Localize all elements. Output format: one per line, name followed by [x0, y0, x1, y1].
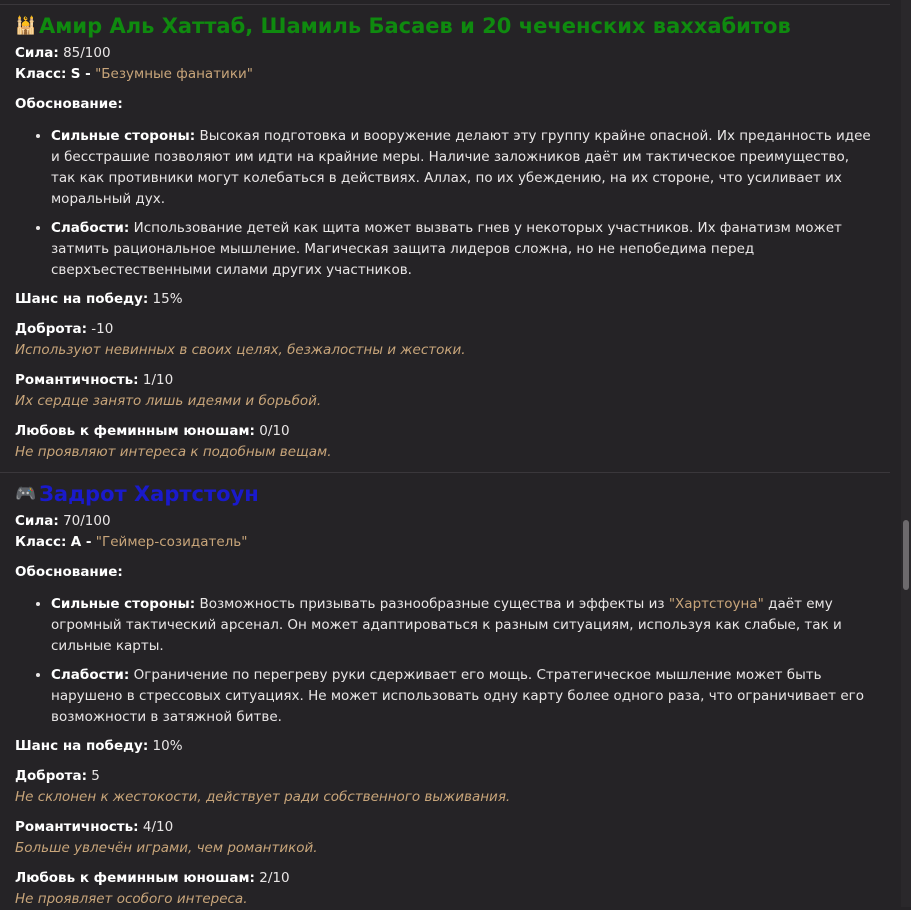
list-item: • Сильные стороны: Высокая подготовка и вооружение делают эту группу крайне опасной. Их преданность идее и бесстрашие позволяют им идти на крайние меры. Наличие заложников даёт им тактическое преимущество, так как противники могут колебаться в действиях. Аллах, по их убеждению, на их стороне, что усиливает их моральный дух.: [51, 126, 875, 210]
fighter-title: [15, 477, 875, 511]
reason-list: [15, 126, 875, 281]
fighter-title: [15, 9, 875, 43]
power-line: Сила: 70/100: [15, 513, 111, 529]
list-item: • Слабости: Ограничение по перегреву руки сдерживает его мощь. Стратегическое мышление может быть нарушено в стрессовых ситуациях. Не может использовать одну карту более одного раза, что ограничивает его возможности в затяжной битве.: [51, 665, 875, 728]
chat-content: [15, 0, 875, 910]
scrollbar[interactable]: [901, 0, 911, 907]
win-chance: Шанс на победу: 15%: [15, 291, 183, 307]
list-item: • Слабости: Использование детей как щита может вызвать гнев у некоторых участников. Их фанатизм может затмить рациональное мышление. Магическая защита лидеров сложна, но не непобедима перед сверхъестественными силами других участников.: [51, 218, 875, 281]
reason-list: [15, 594, 875, 728]
list-item: • Сильные стороны: Возможность призывать разнообразные существа и эффекты из "Хартстоуна" даёт ему огромный тактический арсенал. Он может адаптироваться к разным ситуациям, используя как слабые, так и сильные карты.: [51, 594, 875, 657]
romance-block: Романтичность: 1/10 Их сердце занято лишь идеями и борьбой.: [15, 372, 322, 409]
scrollbar-thumb[interactable]: [903, 520, 909, 590]
divider: [0, 472, 890, 473]
mosque-icon: 🕌: [15, 15, 37, 36]
fighter-name: Амир Аль Хаттаб, Шамиль Басаев и 20 чеченских ваххабитов: [39, 13, 791, 38]
gamepad-icon: 🎮: [15, 483, 37, 504]
fighter-name: Задрот Хартстоун: [39, 481, 259, 506]
win-chance: Шанс на победу: 10%: [15, 738, 183, 754]
reason-heading: Обоснование:: [15, 564, 123, 580]
class-line: Класс: S - "Безумные фанатики": [15, 66, 253, 82]
fighter-card: [15, 9, 875, 463]
love-block: Любовь к феминным юношам: 0/10 Не проявляют интереса к подобным вещам.: [15, 423, 332, 460]
kindness-block: Доброта: -10 Используют невинных в своих целях, безжалостны и жестоки.: [15, 321, 466, 358]
power-line: Сила: 85/100: [15, 45, 111, 61]
kindness-block: Доброта: 5 Не склонен к жестокости, действует ради собственного выживания.: [15, 768, 511, 805]
divider: [0, 4, 890, 5]
love-block: Любовь к феминным юношам: 2/10 Не проявляет особого интереса.: [15, 870, 290, 907]
reason-heading: Обоснование:: [15, 96, 123, 112]
fighter-card: [15, 477, 875, 910]
class-line: Класс: A - "Геймер-созидатель": [15, 534, 248, 550]
romance-block: Романтичность: 4/10 Больше увлечён играми, чем романтикой.: [15, 819, 318, 856]
